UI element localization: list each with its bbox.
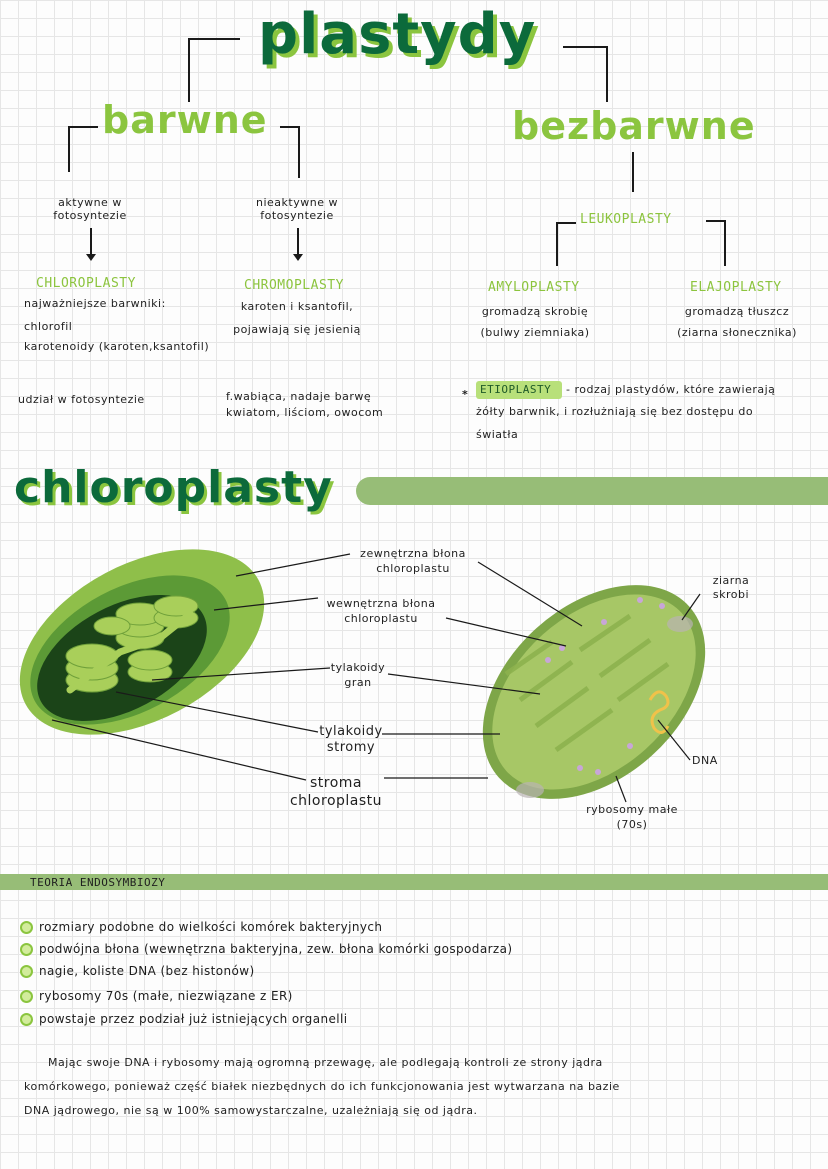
theory-point-text: powstaje przez podział już istniejących organelli [39,1012,348,1026]
theory-point-text: rozmiary podobne do wielkości komórek bakteryjnych [39,920,383,934]
chloroplasty-desc: najważniejsze barwniki: [24,297,166,310]
arrow-line [90,228,92,256]
arrow-head-icon [293,254,303,261]
connector-line [188,38,240,40]
ribosomes-label: rybosomy małe (70s) [586,803,678,831]
theory-point-text: podwójna błona (wewnętrzna bakteryjna, zew. błona komórki gospodarza) [39,942,513,956]
connector-line [706,220,724,222]
theory-point [20,942,512,956]
elajoplasty-label: ELAJOPLASTY [690,280,782,295]
amyloplasty-label: AMYLOPLASTY [488,280,580,295]
grana-label: tylakoidy gran [330,661,386,689]
theory-point [20,1012,347,1026]
bullet-icon [20,921,33,934]
bullet-icon [20,943,33,956]
theory-point [20,920,382,934]
theory-point [20,964,255,978]
elajoplasty-desc: gromadzą tłuszcz [684,305,790,318]
section-banner [356,477,828,505]
etioplasty-label: ETIOPLASTY [480,383,552,396]
chromoplasty-role: kwiatom, liściom, owocom [226,406,384,419]
summary-line: komórkowego, ponieważ część białek niezbędnych do ich funkcjonowania jest wytwarzana na bazie [24,1080,620,1093]
bullet-icon [20,965,33,978]
chloroplasty-desc: karotenoidy (karoten,ksantofil) [24,340,210,353]
connector-line [68,126,70,172]
chloroplasty-label: CHLOROPLASTY [36,276,136,291]
connector-line [280,126,298,128]
amyloplasty-desc: gromadzą skrobię [481,305,589,318]
connector-line [298,126,300,178]
bullet-icon [20,990,33,1003]
theory-point [20,989,293,1003]
connector-line [606,46,608,102]
barwne-heading: barwne [102,98,268,142]
connector-line [563,46,607,48]
chromoplasty-role: f.wabiąca, nadaje barwę [226,390,372,403]
aktywne-label: aktywne w fotosyntezie [53,196,127,222]
arrow-head-icon [86,254,96,261]
connector-line [68,126,98,128]
etioplasty-desc: - rodzaj plastydów, które zawierają [566,383,776,396]
connector-line [632,152,634,192]
elajoplasty-desc: (ziarna słonecznika) [677,326,797,339]
connector-line [188,38,190,102]
connector-line [724,220,726,266]
etioplasty-desc: żółty barwnik, i rozłużniają się bez dostępu do [476,405,754,418]
outer-membrane-label: zewnętrzna błona chloroplastu [360,547,466,575]
chloroplast-section-illustration [441,542,746,841]
theory-point-text: rybosomy 70s (małe, niezwiązane z ER) [39,989,293,1003]
etioplasty-desc: światła [476,428,519,441]
page-title: plastydy [258,2,537,67]
theory-title: TEORIA ENDOSYMBIOZY [30,876,166,889]
inner-membrane-label: wewnętrzna błona chloroplastu [326,597,436,625]
chloroplasty-section-title: chloroplasty [14,462,333,513]
connector-line [556,222,576,224]
bullet-icon [20,1013,33,1026]
theory-point-text: nagie, koliste DNA (bez histonów) [39,964,255,978]
starch-label: ziarna skrobi [712,574,750,601]
connector-line [556,222,558,266]
chromoplasty-label: CHROMOPLASTY [244,278,344,293]
stroma-thylakoids-label: tylakoidy stromy [319,724,383,755]
bezbarwne-heading: bezbarwne [512,104,756,148]
chromoplasty-desc: karoten i ksantofil, [240,300,354,313]
dna-label: DNA [692,754,718,767]
chromoplasty-desc: pojawiają się jesienią [233,323,361,336]
chloroplasty-desc: chlorofil [24,320,73,333]
summary-line: Mając swoje DNA i rybosomy mają ogromną przewagę, ale podlegają kontroli ze strony jądra [48,1056,603,1069]
arrow-line [297,228,299,256]
chloroplasty-role: udział w fotosyntezie [18,393,145,406]
stroma-label: stroma chloroplastu [289,775,383,809]
chloroplast-3d-illustration [0,540,295,773]
amyloplasty-desc: (bulwy ziemniaka) [480,326,590,339]
leukoplasty-label: LEUKOPLASTY [580,212,672,227]
summary-line: DNA jądrowego, nie są w 100% samowystarczalne, uzależniają się od jądra. [24,1104,478,1117]
etioplasty-star: * [462,388,469,401]
nieaktywne-label: nieaktywne w fotosyntezie [256,196,338,222]
